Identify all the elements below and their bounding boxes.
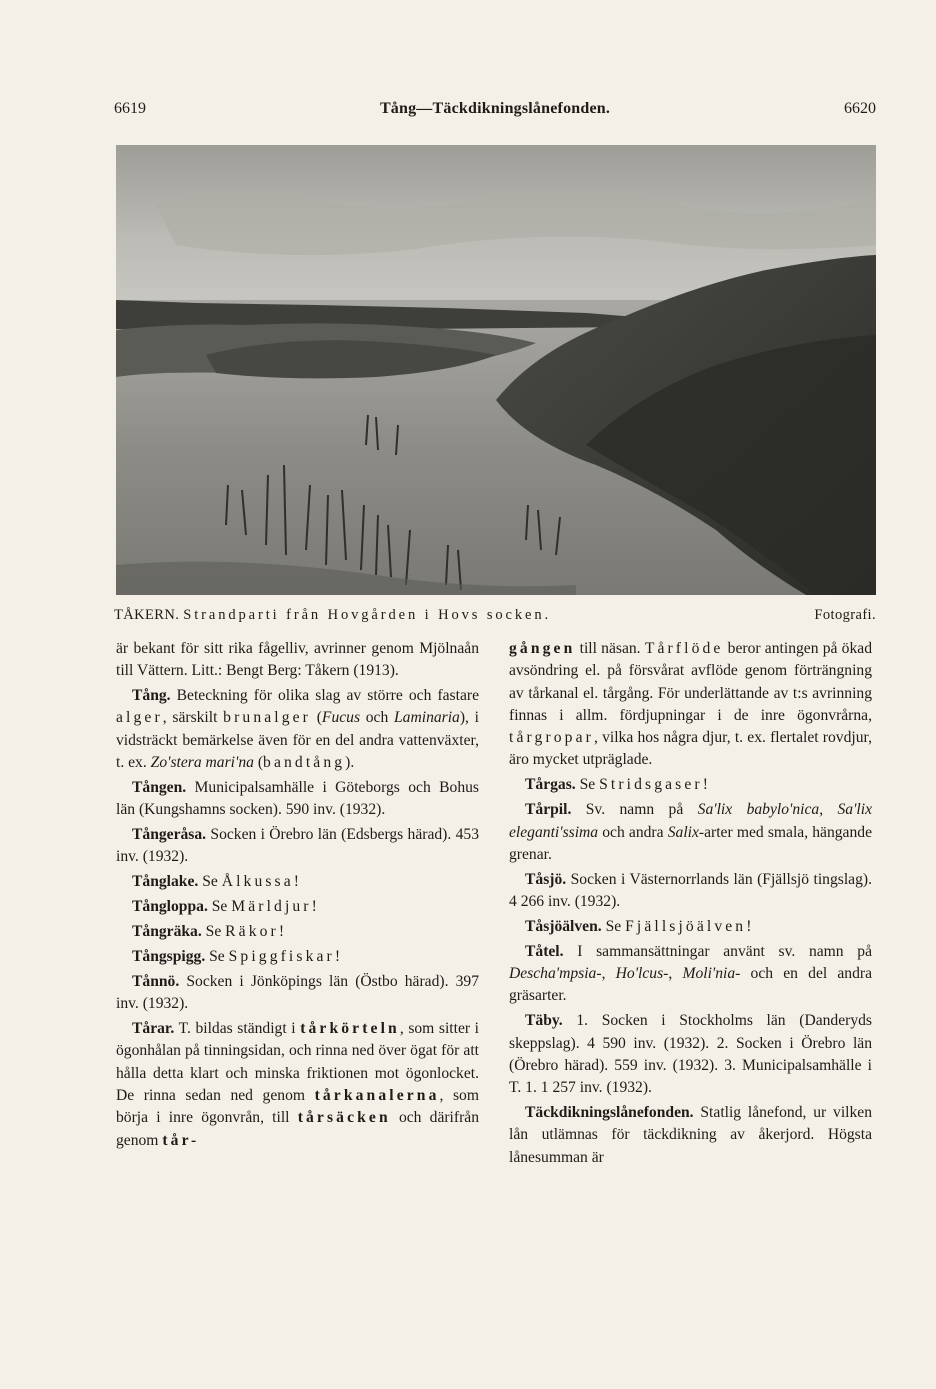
entry-tatel — [509, 941, 872, 1008]
spaced-term: brunalger — [223, 709, 311, 727]
entry-head: Tåsjöälven. — [525, 917, 602, 935]
page-number-right: 6620 — [844, 100, 876, 117]
entry-text: ! — [311, 898, 317, 916]
entry-text: Se — [601, 917, 626, 935]
spaced-term: alger — [116, 709, 163, 727]
caption-description: Strandparti från Hovgården i Hovs socken. — [183, 607, 552, 623]
entry-tangspigg — [116, 946, 479, 968]
entry-text: Sv. namn på — [571, 801, 698, 819]
entry-text: Se — [207, 898, 232, 916]
entry-text: Se — [198, 873, 222, 891]
latin-name: Descha'mpsia- — [509, 965, 602, 983]
entry-text: ! — [746, 917, 752, 935]
entry-text: Se — [575, 776, 600, 794]
entry-head: Tånglake. — [132, 873, 199, 891]
photo-caption — [114, 607, 876, 629]
cross-reference: Fjällsjöälven — [625, 917, 747, 935]
entry-text: beror antingen på ökad avsöndring el. på försvårat avflöde genom förträngning av tårkanal el. tårgång. För underlättande av t:s avrinning finnas i allm. fördjupningar i de inre ögonvrårna, — [509, 640, 872, 724]
entry-tangraka — [116, 921, 479, 943]
entry-text: -arter med smala, hängande grenar. — [509, 823, 872, 863]
entry-head: Täckdikningslånefonden. — [525, 1104, 694, 1122]
running-title: Tång—Täckdikningslånefonden. — [379, 100, 611, 117]
entry-head: Tårar. — [132, 1020, 175, 1038]
entry-text: och en del andra gräsarter. — [509, 965, 873, 1005]
entry-tangloppa — [116, 896, 479, 918]
entry-text: Se — [201, 923, 226, 941]
entry-text: Socken i Örebro län (Edsbergs härad). 453 inv. (1932). — [116, 826, 479, 866]
entry-text: ! — [334, 948, 341, 966]
entry-text: ( — [253, 754, 264, 772]
entry-head: Täby. — [525, 1012, 563, 1030]
entry-text: Se — [205, 948, 229, 966]
entry-text: och andra — [598, 823, 668, 841]
entry-tackdikningslanefonden — [509, 1102, 872, 1169]
page-number-left: 6619 — [114, 100, 146, 117]
entry-head: Tångräka. — [132, 923, 202, 941]
spaced-term: tårgropar — [509, 729, 594, 747]
entry-text: T. bildas ständigt i — [174, 1020, 301, 1038]
entry-head: Tången. — [132, 778, 187, 796]
entry-text: Socken i Västernorrlands län (Fjällsjö tingslag). 4 266 inv. (1932). — [509, 870, 872, 911]
entry-text: Statlig lånefond, ur vilken lån utlämnas för täckdikning av åkerjord. Högsta lånesumman är — [509, 1104, 872, 1166]
latin-name: Salix — [667, 823, 699, 841]
latin-name: Sa'lix eleganti'ssima — [509, 801, 873, 841]
entry-text: , — [601, 965, 616, 983]
entry-tarar — [116, 1018, 479, 1152]
latin-name: Moli'nia- — [682, 965, 741, 983]
entry-text: , som börja i inre ögonvrån, till — [116, 1086, 479, 1127]
latin-name: Sa'lix babylo'nica — [697, 801, 820, 819]
entry-text: Socken i Jönköpings län (Östbo härad). 397 inv. (1932). — [116, 972, 479, 1013]
entry-tangen — [116, 777, 479, 822]
entry-text: , som sitter i ögonhålan på tinningsidan, och rinna ned över ögat för att hålla detta klart och minska friktionen mot ögonlocket. De rinna sedan ned genom — [116, 1020, 479, 1104]
spaced-term: tårsäcken — [297, 1109, 391, 1127]
cross-reference: Ålkussa — [221, 873, 294, 891]
entry-head: Tångeråsa. — [132, 826, 207, 844]
entry-tasjoalven — [509, 916, 872, 938]
spaced-term: gången — [509, 640, 576, 657]
cross-reference: Stridsgaser — [599, 776, 703, 794]
entry-head: Tångspigg. — [132, 948, 206, 966]
entry-tang — [116, 685, 479, 774]
entry-text: , — [819, 801, 838, 819]
caption-label: TÅKERN. — [114, 607, 180, 623]
entry-taby — [509, 1010, 872, 1099]
cross-reference: Märldjur — [231, 898, 312, 916]
entry-head: Tårgas. — [525, 776, 576, 794]
entry-text: , — [668, 965, 683, 983]
latin-name: Laminaria — [394, 709, 460, 727]
left-column — [116, 638, 479, 1154]
entry-tarpil — [509, 799, 872, 866]
entry-text: ! — [702, 776, 708, 794]
spaced-term: tårkanalerna — [314, 1086, 440, 1104]
entry-tangerasa — [116, 824, 479, 869]
entry-text: ! — [293, 873, 299, 891]
caption-text — [114, 607, 551, 624]
cross-reference: Räkor — [225, 923, 279, 941]
entry-head: Tånnö. — [132, 972, 180, 990]
entry-text: ! — [278, 923, 285, 941]
cross-reference: Spiggfiskar — [228, 948, 335, 966]
spaced-term: Tårflöde — [644, 640, 724, 657]
entry-head: Tång. — [132, 687, 171, 705]
entry-tanglake — [116, 871, 479, 893]
page-header — [114, 100, 876, 124]
entry-tanno — [116, 971, 479, 1016]
lake-photograph — [116, 145, 876, 595]
entry-text: I sammansättningar använt sv. namn på — [563, 942, 872, 960]
latin-name: Zo'stera mari'na — [150, 754, 254, 772]
entry-text: 1. Socken i Stockholms län (Danderyds skeppslag). 4 590 inv. (1932). 2. Socken i Örebro län (Örebro härad). 559 inv. (1932). 3. Municipalsamhälle i T. 1. 1 257 inv. (1932). — [509, 1012, 872, 1097]
entry-head: Tångloppa. — [132, 898, 208, 916]
entry-text: och därifrån genom — [116, 1109, 479, 1149]
continued-paragraph — [509, 638, 872, 772]
entry-text: , särskilt — [162, 709, 224, 727]
entry-targas — [509, 774, 872, 796]
right-column — [509, 638, 872, 1172]
latin-name: Ho'lcus- — [615, 965, 669, 983]
caption-credit: Fotografi. — [814, 607, 876, 623]
entry-text: och — [360, 709, 394, 727]
spaced-term: tårkörteln — [300, 1020, 400, 1038]
entry-tasjo — [509, 869, 872, 914]
entry-text: Municipalsamhälle i Göteborgs och Bohus län (Kungshamns socken). 590 inv. (1932). — [116, 778, 479, 819]
entry-head: Tåtel. — [525, 942, 564, 960]
entry-text: , vilka hos några djur, t. ex. flertalet rovdjur, äro mycket utpräglade. — [509, 729, 872, 769]
entry-text: Beteckning för olika slag av större och fastare — [170, 687, 479, 705]
entry-text: ( — [311, 709, 322, 727]
entry-text: ). — [345, 754, 355, 772]
entry-head: Tårpil. — [525, 801, 572, 819]
continued-paragraph: är bekant för sitt rika fågelliv, avrinner genom Mjölnaån till Vättern. Litt.: Bengt Berg: Tåkern (1913). — [116, 640, 479, 680]
entry-text: ), i vidsträckt bemärkelse även för en del andra vattenväxter, t. ex. — [116, 709, 480, 772]
entry-head: Tåsjö. — [525, 870, 567, 888]
latin-name: Fucus — [321, 709, 361, 727]
spaced-term: tår- — [162, 1131, 200, 1149]
spaced-term: bandtång — [263, 754, 346, 772]
entry-text: till näsan. — [575, 640, 645, 657]
